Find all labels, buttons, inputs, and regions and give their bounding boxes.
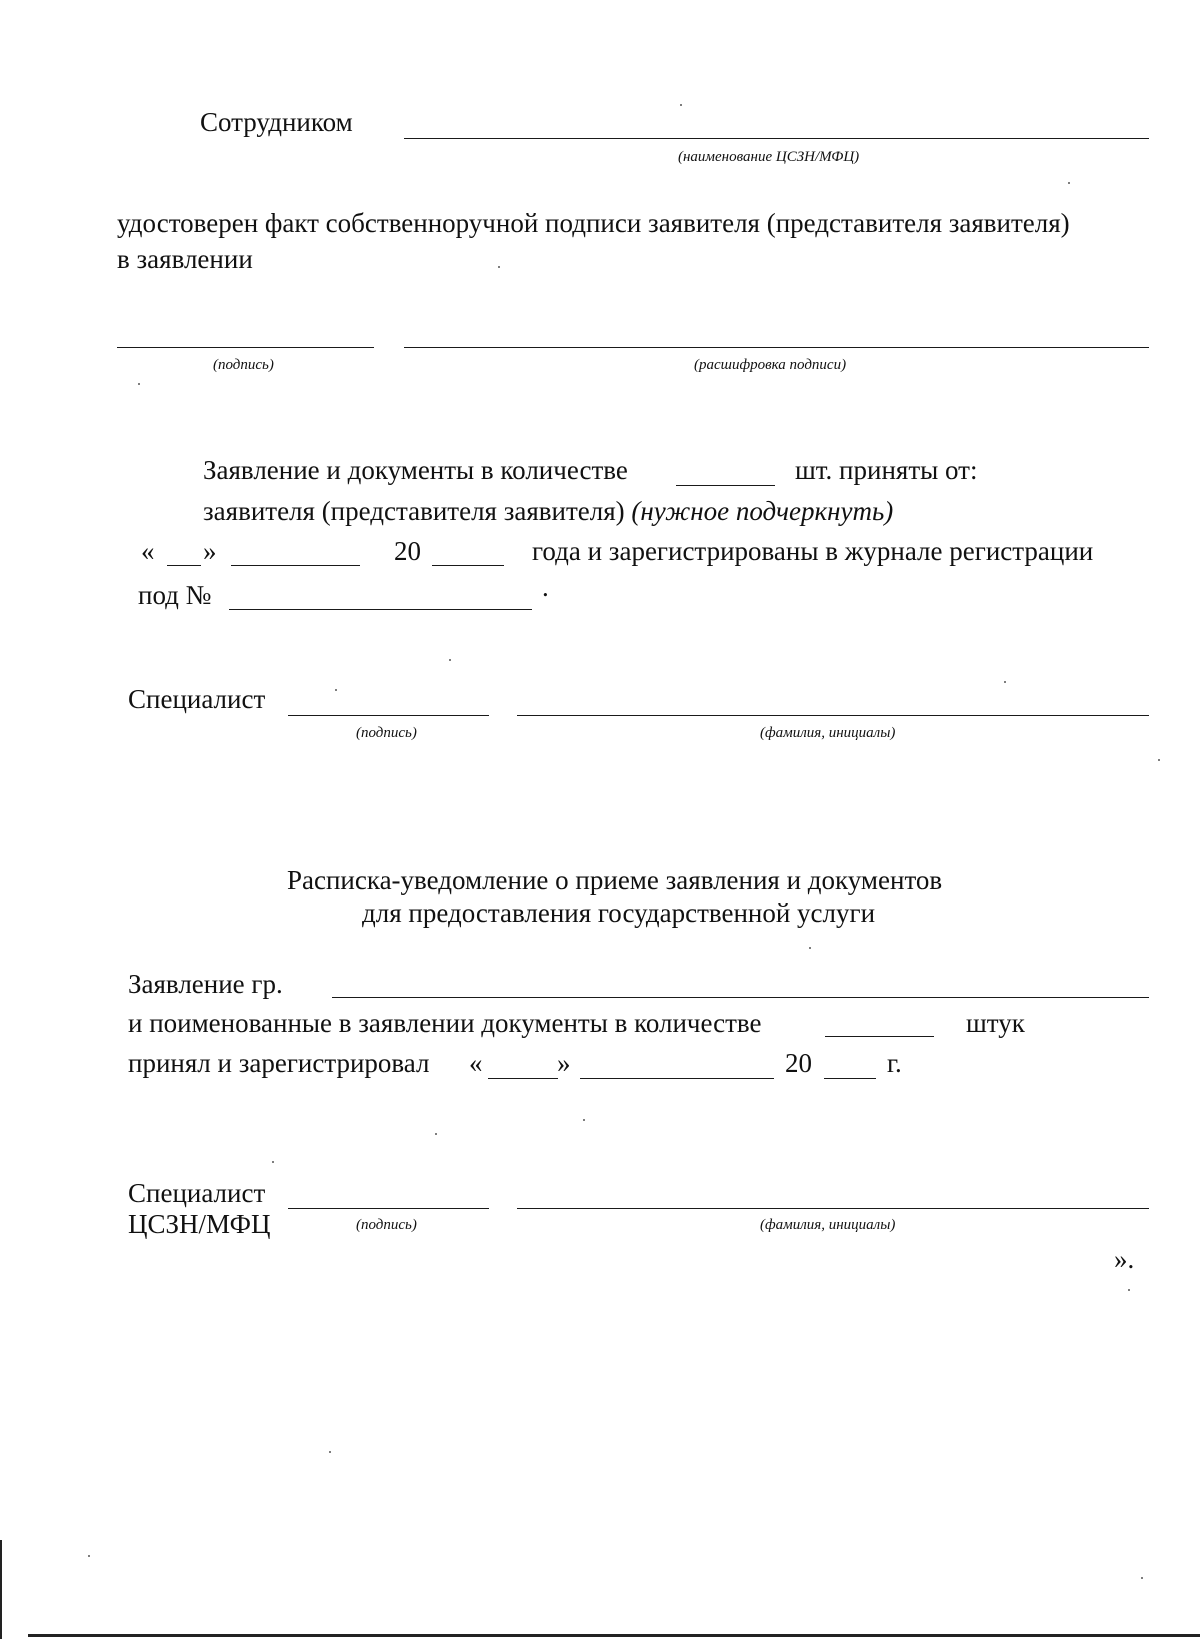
receipt-quote-open: « (469, 1048, 483, 1078)
date-day-field[interactable] (167, 565, 201, 566)
certification-text-line1: удостоверен факт собственноручной подписи заявителя (представителя заявителя) (117, 208, 1070, 238)
specialist-name-caption: (фамилия, инициалы) (760, 725, 896, 741)
scan-speck (88, 1555, 90, 1557)
date-month-field[interactable] (231, 565, 360, 566)
scan-speck (1004, 681, 1006, 683)
applicant-label: Заявление гр. (128, 969, 283, 999)
receipt-count-field[interactable] (825, 1036, 934, 1037)
org-name-field[interactable] (404, 138, 1149, 139)
receipt-year-field[interactable] (824, 1078, 876, 1079)
applicant-type-text: заявителя (представителя заявителя) (203, 496, 625, 526)
pieces-label: штук (966, 1008, 1025, 1038)
scan-speck (1128, 1289, 1130, 1291)
certification-text-line2: в заявлении (117, 244, 253, 274)
signature-decoding-field[interactable] (404, 347, 1149, 348)
applicant-name-field[interactable] (332, 997, 1149, 998)
registration-number-field[interactable] (229, 609, 532, 610)
specialist-signature-field[interactable] (288, 715, 489, 716)
receipt-title-line1: Расписка-уведомление о приеме заявления и документов (287, 865, 943, 895)
receipt-year-suffix: г. (887, 1048, 902, 1078)
documents-line: и поименованные в заявлении документы в количестве (128, 1008, 762, 1038)
scan-speck (583, 1119, 585, 1121)
scan-speck (329, 1451, 331, 1453)
receipt-title-line2: для предоставления государственной услуги (362, 898, 876, 928)
org-name-caption: (наименование ЦСЗН/МФЦ) (678, 149, 860, 165)
scan-speck (272, 1161, 274, 1163)
signature-caption: (подпись) (213, 357, 274, 373)
receipt-quote-close: » (557, 1048, 571, 1078)
receipt-signature-caption: (подпись) (356, 1217, 417, 1233)
scan-speck (498, 266, 500, 268)
receipt-day-field[interactable] (488, 1078, 558, 1079)
date-quote-open: « (141, 536, 155, 566)
registration-period: . (542, 572, 549, 602)
documents-count-label: Заявление и документы в количестве (203, 455, 628, 485)
date-year-prefix: 20 (394, 536, 421, 566)
registration-text: года и зарегистрированы в журнале регистрации (532, 536, 1094, 566)
certifier-signature-field[interactable] (117, 347, 374, 348)
employee-label: Сотрудником (200, 107, 353, 137)
receipt-name-caption: (фамилия, инициалы) (760, 1217, 896, 1233)
scan-speck (809, 947, 811, 949)
date-year-field[interactable] (432, 565, 504, 566)
scan-speck (1158, 759, 1160, 761)
decoding-caption: (расшифровка подписи) (694, 357, 847, 373)
receipt-name-field[interactable] (517, 1208, 1149, 1209)
scan-speck (335, 689, 337, 691)
scan-speck (680, 104, 682, 106)
specialist-name-field[interactable] (517, 715, 1149, 716)
receipt-year-prefix: 20 (785, 1048, 812, 1078)
specialist-label: Специалист (128, 684, 266, 714)
registration-number-label: под № (138, 580, 212, 610)
receipt-org-label: ЦСЗН/МФЦ (128, 1209, 271, 1239)
receipt-month-field[interactable] (580, 1078, 774, 1079)
underline-note: (нужное подчеркнуть) (631, 496, 894, 526)
accepted-registered-label: принял и зарегистрировал (128, 1048, 430, 1078)
scan-speck (435, 1133, 437, 1135)
scan-speck (138, 383, 140, 385)
specialist-signature-caption: (подпись) (356, 725, 417, 741)
scan-speck (1068, 182, 1070, 184)
scan-speck (449, 659, 451, 661)
documents-count-field[interactable] (676, 485, 775, 486)
accepted-from-label: шт. приняты от: (795, 455, 978, 485)
applicant-type-line (203, 498, 893, 525)
receipt-signature-field[interactable] (288, 1208, 489, 1209)
closing-quote-mark: ». (1114, 1244, 1135, 1274)
receipt-specialist-label: Специалист (128, 1178, 266, 1208)
scan-bottom-edge (28, 1634, 1200, 1637)
scan-speck (1141, 1577, 1143, 1579)
date-quote-close: » (203, 536, 217, 566)
scan-left-edge (0, 1540, 2, 1639)
